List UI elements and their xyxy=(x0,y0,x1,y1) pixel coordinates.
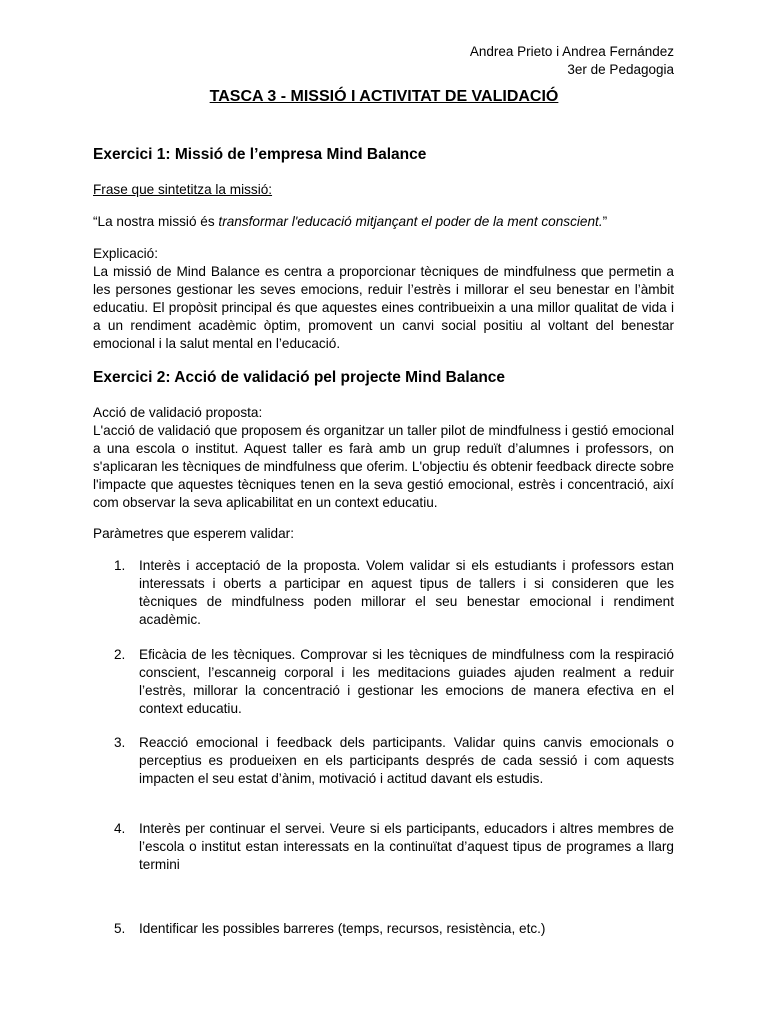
document-title: TASCA 3 - MISSIÓ I ACTIVITAT DE VALIDACIÓ xyxy=(209,88,559,105)
action-text: L'acció de validació que proposem és organitzar un taller pilot de mindfulness i gestió emocional a una escola o institut. Aquest taller es farà amb un grup reduït d’alumnes i professors, on s'aplicaran les tècniques de mindfulness que oferim. L'objectiu és obtenir feedback directe sobre l'impacte que aquestes tècniques tenen en la seva gestió emocional, estrès i concentració, així com observar la seva aplicabilitat en un context educatiu. xyxy=(93,423,674,510)
action-label: Acció de validació proposta: xyxy=(93,405,263,420)
exercise2-heading: Exercici 2: Acció de validació pel projecte Mind Balance xyxy=(93,369,506,386)
list-item-text: Identificar les possibles barreres (temps, recursos, resistència, etc.) xyxy=(139,921,546,936)
mission-quote xyxy=(93,213,674,231)
quote-italic: transformar l'educació mitjançant el poder de la ment conscient. xyxy=(218,214,603,229)
quote-open: “La nostra missió és xyxy=(93,214,219,229)
course-line: 3er de Pedagogia xyxy=(567,62,674,77)
list-item xyxy=(93,734,674,788)
list-item-number: 3. xyxy=(114,735,126,750)
list-item-text: Interès per continuar el servei. Veure si els participants, educadors i altres membres de l’escola o institut estan interessats en la continuïtat d’aquest tipus de programes a llarg termini xyxy=(139,821,674,872)
list-item-number: 4. xyxy=(114,821,126,836)
explanation-label: Explicació: xyxy=(93,246,158,261)
list-item-text: Reacció emocional i feedback dels participants. Validar quins canvis emocionals o perceptius es produeixen en els participants després de cada sessió i com aquests impacten el seu estat d’ànim, motivació i actitud davant els estudis. xyxy=(139,735,674,786)
list-item xyxy=(93,820,674,874)
list-item xyxy=(93,646,674,718)
list-item xyxy=(93,557,674,629)
list-item-number: 1. xyxy=(114,558,126,573)
list-item-text: Interès i acceptació de la proposta. Volem validar si els estudiants i professors estan interessats i oberts a participar en aquest tipus de tallers i si consideren que les tècniques de mindfulness poden millorar el seu benestar emocional i rendiment acadèmic. xyxy=(139,558,674,627)
exercise1-heading: Exercici 1: Missió de l’empresa Mind Balance xyxy=(93,146,427,163)
params-label: Paràmetres que esperem validar: xyxy=(93,526,294,541)
list-item-text: Eficàcia de les tècniques. Comprovar si les tècniques de mindfulness com la respiració conscient, l’escanneig corporal i les meditacions guiades ajuden realment a reduir l’estrès, millorar la concentració i gestionar les emocions de manera efectiva en el context educatiu. xyxy=(139,647,674,716)
list-item xyxy=(93,920,674,938)
authors-line: Andrea Prieto i Andrea Fernández xyxy=(469,44,674,59)
list-item-number: 5. xyxy=(114,921,126,936)
phrase-label: Frase que sintetitza la missió: xyxy=(93,182,273,197)
author-block xyxy=(470,43,674,79)
explanation-text: La missió de Mind Balance es centra a proporcionar tècniques de mindfulness que permetin a les persones gestionar les seves emocions, reduir l’estrès i millorar el seu benestar en l’àmbit educatiu. El propòsit principal és que aquestes eines contribueixin a una millor qualitat de vida i a un rendiment acadèmic òptim, promovent un canvi social positiu al voltant del benestar emocional i la salut mental en l’educació. xyxy=(93,264,674,351)
quote-close: ” xyxy=(602,214,608,229)
list-item-number: 2. xyxy=(114,647,126,662)
